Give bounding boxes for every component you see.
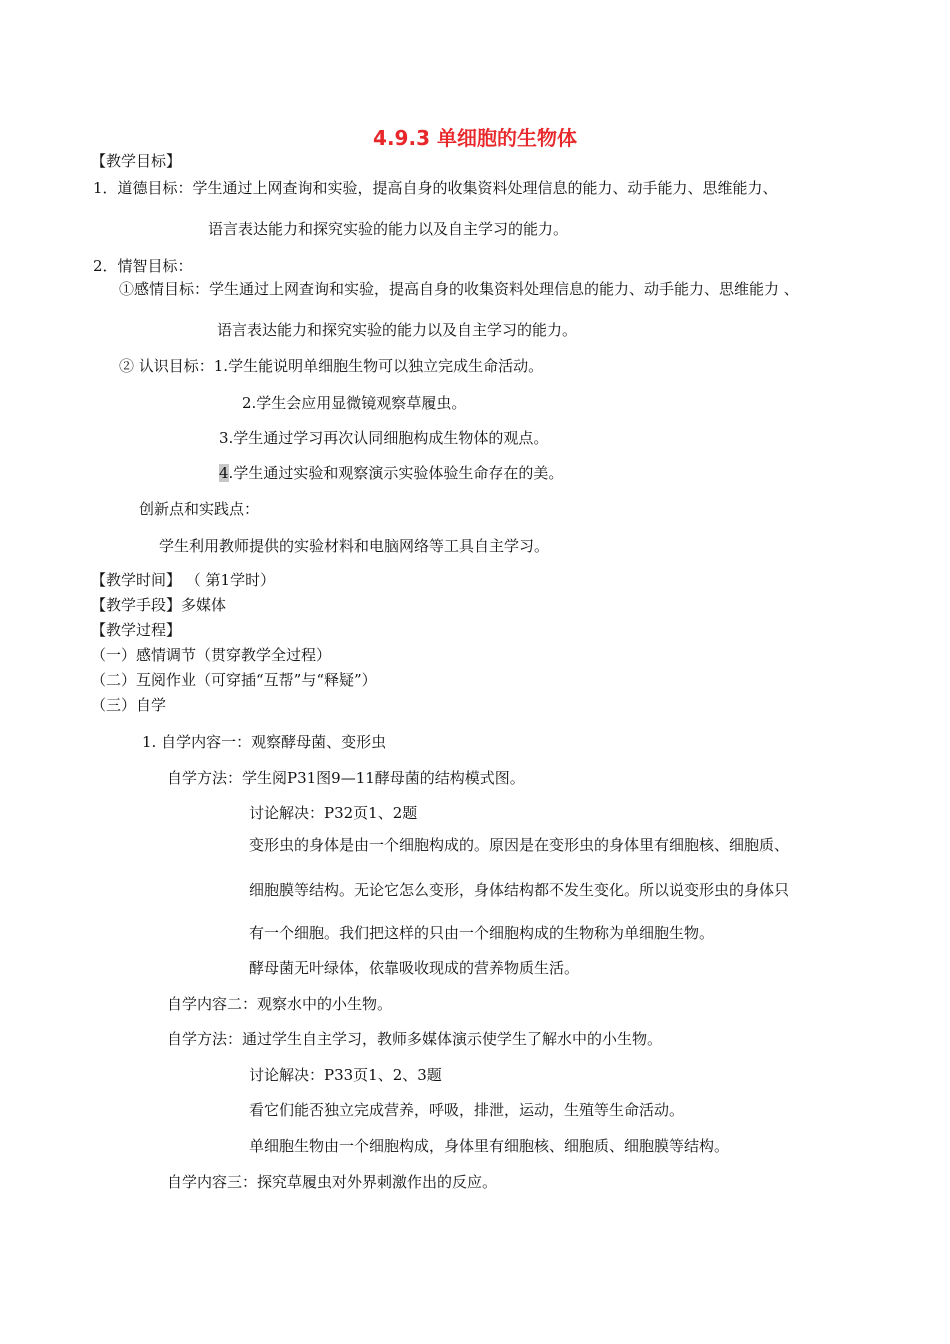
- process-header: 【教学过程】: [91, 621, 182, 639]
- goal2b-line2: 2.学生会应用显微镜观察草履虫。: [242, 394, 467, 412]
- goal2a-line2: 语言表达能力和探究实验的能力以及自主学习的能力。: [217, 321, 578, 339]
- study1-paragraph-1: 变形虫的身体是由一个细胞构成的。原因是在变形虫的身体里有细胞核、细胞质、: [249, 836, 790, 854]
- process-step-2: （二）互阅作业（可穿插“互帮”与“释疑”）: [91, 671, 377, 689]
- goal2a-line1: ①感情目标：学生通过上网查询和实验，提高自身的收集资料处理信息的能力、动手能力、思维能力 、: [119, 280, 799, 298]
- goal2b-line3: 3.学生通过学习再次认同细胞构成生物体的观点。: [219, 429, 549, 447]
- study1-method: 自学方法：学生阅P31图9—11酵母菌的结构模式图。: [167, 769, 525, 787]
- study2-method: 自学方法：通过学生自主学习，教师多媒体演示使学生了解水中的小生物。: [167, 1030, 663, 1048]
- goal2b-line4: [219, 463, 563, 483]
- goal2b-line4-text: .学生通过实验和观察演示实验体验生命存在的美。: [228, 464, 564, 482]
- study3-title: 自学内容三：探究草履虫对外界刺激作出的反应。: [167, 1173, 498, 1191]
- teaching-time: 【教学时间】 （ 第1学时）: [91, 571, 276, 589]
- process-step-1: （一）感情调节（贯穿教学全过程）: [91, 646, 332, 664]
- goal1-line2: 语言表达能力和探究实验的能力以及自主学习的能力。: [208, 220, 569, 238]
- study1-title: 1. 自学内容一：观察酵母菌、变形虫: [142, 733, 387, 751]
- study2-paragraph-1: 看它们能否独立完成营养，呼吸，排泄，运动，生殖等生命活动。: [249, 1101, 685, 1119]
- innovation-text: 学生利用教师提供的实验材料和电脑网络等工具自主学习。: [159, 537, 550, 555]
- study2-title: 自学内容二：观察水中的小生物。: [167, 995, 393, 1013]
- study1-paragraph-2: 细胞膜等结构。无论它怎么变形，身体结构都不发生变化。所以说变形虫的身体只: [249, 881, 790, 899]
- goal2b-line1: ② 认识目标：1.学生能说明单细胞生物可以独立完成生命活动。: [119, 357, 544, 375]
- goal2-header: 2．情智目标：: [93, 257, 193, 275]
- goals-header: 【教学目标】: [91, 152, 182, 170]
- teaching-means: 【教学手段】多媒体: [91, 596, 227, 614]
- study1-discuss: 讨论解决：P32页1、2题: [249, 804, 418, 822]
- study2-discuss: 讨论解决：P33页1、2、3题: [249, 1066, 442, 1084]
- study1-paragraph-4: 酵母菌无叶绿体，依靠吸收现成的营养物质生活。: [249, 959, 580, 977]
- study1-paragraph-3: 有一个细胞。我们把这样的只由一个细胞构成的生物称为单细胞生物。: [249, 924, 715, 942]
- goal1-line1: 1．道德目标：学生通过上网查询和实验，提高自身的收集资料处理信息的能力、动手能力、思维能力、: [93, 179, 778, 197]
- document-title: 4.9.3 单细胞的生物体: [373, 126, 577, 150]
- process-step-3: （三）自学: [91, 696, 167, 714]
- goal2b-line4-number: 4: [219, 464, 229, 482]
- innovation-header: 创新点和实践点：: [139, 500, 260, 518]
- study2-paragraph-2: 单细胞生物由一个细胞构成，身体里有细胞核、细胞质、细胞膜等结构。: [249, 1137, 730, 1155]
